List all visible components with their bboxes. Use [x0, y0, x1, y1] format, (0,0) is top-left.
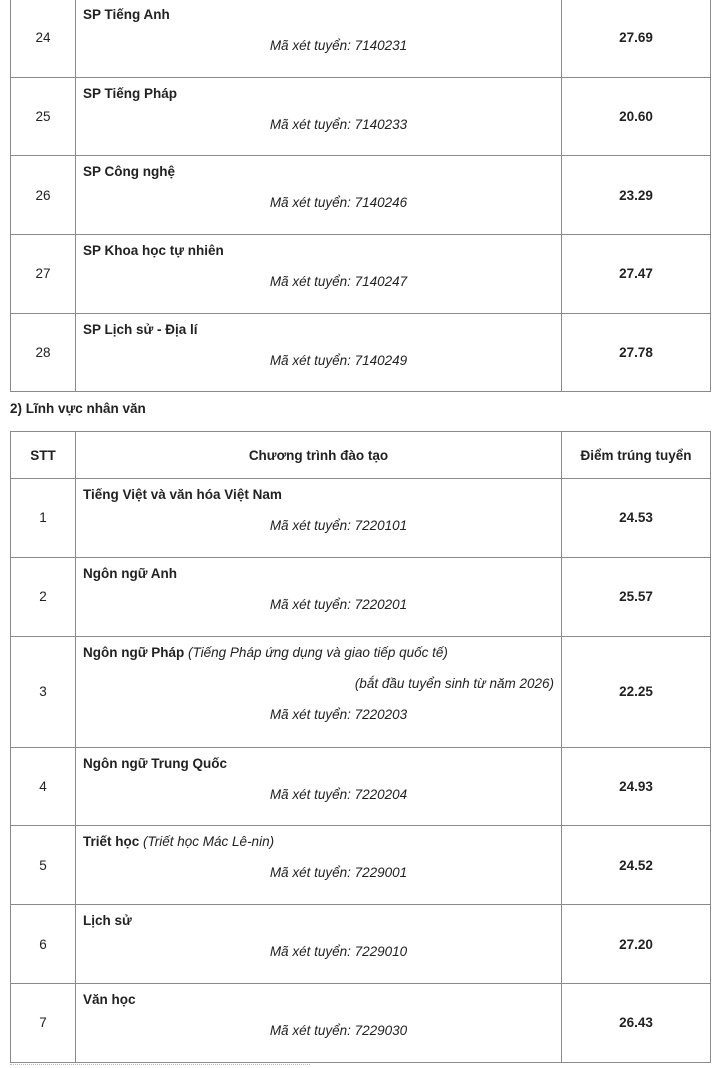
page-cutoff-divider	[10, 1064, 310, 1068]
row-stt: 24	[11, 0, 76, 77]
table-row	[11, 313, 711, 392]
program-name	[83, 645, 554, 661]
program-cell	[76, 557, 562, 636]
program-code: Mã xét tuyển: 7229010	[269, 944, 408, 960]
admission-score: 27.47	[562, 235, 711, 314]
program-name: SP Tiếng Anh	[83, 7, 170, 22]
program-name: Ngôn ngữ Anh	[83, 565, 177, 581]
table-header-row	[11, 432, 711, 479]
row-stt: 2	[11, 557, 76, 636]
table-row	[11, 557, 711, 636]
row-stt: 1	[11, 479, 76, 558]
row-stt: 4	[11, 747, 76, 826]
admission-score: 27.20	[562, 905, 711, 984]
program-cell	[76, 235, 562, 314]
program-code: Mã xét tuyển: 7140246	[269, 195, 408, 211]
program-cell	[76, 77, 562, 156]
program-name: SP Khoa học tự nhiên	[83, 243, 224, 259]
program-name: Văn học	[83, 991, 136, 1007]
program-code: Mã xét tuyển: 7220101	[269, 518, 408, 533]
program-cell	[76, 0, 562, 77]
program-name: SP Lịch sử - Địa lí	[83, 321, 198, 337]
admission-table-education	[10, 0, 711, 392]
program-note: (Tiếng Pháp ứng dụng và giao tiếp quốc tế)	[188, 644, 448, 660]
program-name: Ngôn ngữ Trung Quốc	[83, 755, 228, 771]
admission-score: 22.25	[562, 636, 711, 747]
program-cell	[76, 636, 562, 747]
table-row	[11, 479, 711, 558]
program-name: Tiếng Việt và văn hóa Việt Nam	[83, 487, 282, 502]
admission-score: 23.29	[562, 156, 711, 235]
program-cell	[76, 313, 562, 392]
column-header-program: Chương trình đào tạo	[76, 432, 562, 479]
row-stt: 3	[11, 636, 76, 747]
program-cell	[76, 905, 562, 984]
table-row	[11, 983, 711, 1062]
table-row	[11, 905, 711, 984]
table-row	[11, 826, 711, 905]
admission-score: 27.69	[562, 0, 711, 77]
program-name: SP Tiếng Pháp	[83, 85, 178, 101]
admission-score: 24.53	[562, 479, 711, 558]
program-cell	[76, 479, 562, 558]
program-cell	[76, 826, 562, 905]
row-stt: 6	[11, 905, 76, 984]
program-name-text: Ngôn ngữ Pháp	[83, 644, 185, 660]
column-header-stt: STT	[11, 432, 76, 479]
table-row	[11, 156, 711, 235]
program-code: Mã xét tuyển: 7229001	[269, 865, 408, 881]
table-row	[11, 636, 711, 747]
admission-table-humanities	[10, 431, 711, 1063]
program-note: (Triết học Mác Lê-nin)	[143, 834, 275, 850]
admission-score: 26.43	[562, 983, 711, 1062]
table-row	[11, 235, 711, 314]
program-code: Mã xét tuyển: 7220201	[269, 596, 408, 612]
row-stt: 27	[11, 235, 76, 314]
table-row	[11, 747, 711, 826]
admission-score: 25.57	[562, 557, 711, 636]
section-title: 2) Lĩnh vực nhân văn	[10, 401, 146, 416]
admission-score: 24.93	[562, 747, 711, 826]
program-code: Mã xét tuyển: 7140231	[269, 38, 408, 53]
program-code: Mã xét tuyển: 7140233	[269, 116, 408, 132]
program-code: Mã xét tuyển: 7140247	[269, 274, 408, 290]
row-stt: 26	[11, 156, 76, 235]
program-cell	[76, 747, 562, 826]
program-name: SP Công nghệ	[83, 164, 176, 180]
table-row	[11, 0, 711, 77]
program-name-text: Triết học	[83, 834, 140, 850]
admission-score: 24.52	[562, 826, 711, 905]
admission-score: 27.78	[562, 313, 711, 392]
row-stt: 25	[11, 77, 76, 156]
program-code: Mã xét tuyển: 7229030	[269, 1022, 408, 1038]
table-row	[11, 77, 711, 156]
program-code: Mã xét tuyển: 7140249	[269, 352, 408, 368]
program-cell	[76, 983, 562, 1062]
program-note-secondary: (bắt đầu tuyển sinh từ năm 2026)	[354, 675, 554, 691]
row-stt: 5	[11, 826, 76, 905]
admission-score: 20.60	[562, 77, 711, 156]
program-code: Mã xét tuyển: 7220204	[269, 786, 408, 802]
program-name	[83, 834, 554, 850]
row-stt: 28	[11, 313, 76, 392]
column-header-score: Điểm trúng tuyển	[562, 432, 711, 479]
program-code: Mã xét tuyển: 7220203	[269, 706, 408, 722]
row-stt: 7	[11, 983, 76, 1062]
program-cell	[76, 156, 562, 235]
program-name: Lịch sử	[83, 913, 132, 929]
